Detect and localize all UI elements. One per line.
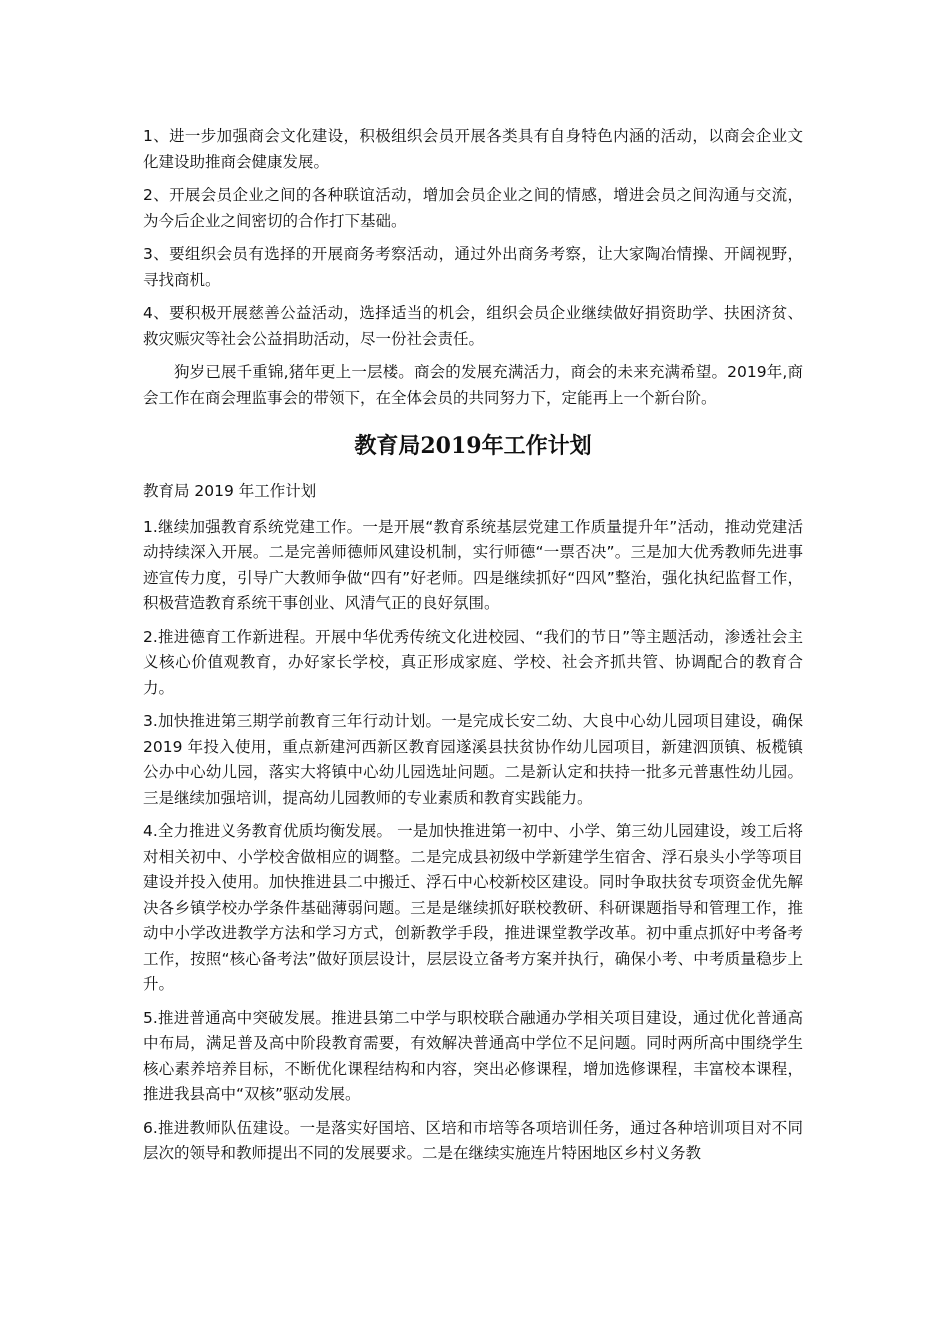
document-title: 教育局2019年工作计划: [354, 433, 592, 459]
list-item: 4、要积极开展慈善公益活动，选择适当的机会，组织会员企业继续做好捐资助学、扶困济贫、救灾赈灾等社会公益捐助活动，尽一份社会责任。: [143, 304, 803, 348]
document-subtitle: 教育局 2019 年工作计划: [143, 482, 317, 500]
list-item: 1.继续加强教育系统党建工作。一是开展“教育系统基层党建工作质量提升年”活动，推动党建活动持续深入开展。二是完善师德师风建设机制，实行师德“一票否决”。三是加大优秀教师先进事迹宣传力度，引导广大教师争做“四有”好老师。四是继续抓好“四风”整治，强化执纪监督工作，积极营造教育系统干事创业、风清气正的良好氛围。: [143, 517, 803, 612]
list-item: 3.加快推进第三期学前教育三年行动计划。一是完成长安二幼、大良中心幼儿园项目建设，确保 2019 年投入使用，重点新建河西新区教育园遂溪县扶贫协作幼儿园项目，新建泗顶镇、板榄镇公办中心幼儿园，落实大将镇中心幼儿园选址问题。二是新认定和扶持一批多元普惠性幼儿园。三是继续加强培训，提高幼儿园教师的专业素质和教育实践能力。: [143, 712, 803, 807]
list-item: 5.推进普通高中突破发展。推进县第二中学与职校联合融通办学相关项目建设，通过优化普通高中布局，满足普及高中阶段教育需要，有效解决普通高中学位不足问题。同时两所高中围绕学生核心素养培养目标，不断优化课程结构和内容，突出必修课程，增加选修课程，丰富校本课程，推进我县高中“双核”驱动发展。: [143, 1008, 803, 1103]
document-page: [143, 124, 803, 1175]
list-item: 6.推进教师队伍建设。一是落实好国培、区培和市培等各项培训任务，通过各种培训项目对不同层次的领导和教师提出不同的发展要求。二是在继续实施连片特困地区乡村义务教: [143, 1118, 803, 1162]
list-item: 3、要组织会员有选择的开展商务考察活动，通过外出商务考察，让大家陶冶情操、开阔视野，寻找商机。: [143, 245, 803, 289]
list-item: 1、进一步加强商会文化建设，积极组织会员开展各类具有自身特色内涵的活动，以商会企业文化建设助推商会健康发展。: [143, 127, 803, 171]
list-item: 2.推进德育工作新进程。开展中华优秀传统文化进校园、“我们的节日”等主题活动，渗透社会主义核心价值观教育，办好家长学校，真正形成家庭、学校、社会齐抓共管、协调配合的教育合力。: [143, 627, 803, 697]
list-item: 4.全力推进义务教育优质均衡发展。 一是加快推进第一初中、小学、第三幼儿园建设，竣工后将对相关初中、小学校舍做相应的调整。二是完成县初级中学新建学生宿舍、浮石泉头小学等项目建设并投入使用。加快推进县二中搬迁、浮石中心校新校区建设。同时争取扶贫专项资金优先解决各乡镇学校办学条件基础薄弱问题。三是是继续抓好联校教研、科研课题指导和管理工作，推动中小学改进教学方法和学习方式，创新教学手段，推进课堂教学改革。初中重点抓好中考备考工作，按照“核心备考法”做好顶层设计，层层设立备考方案并执行，确保小考、中考质量稳步上升。: [143, 822, 803, 993]
list-item: 2、开展会员企业之间的各种联谊活动，增加会员企业之间的情感，增进会员之间沟通与交流，为今后企业之间密切的合作打下基础。: [143, 186, 803, 230]
closing-paragraph: 狗岁已展千重锦,猪年更上一层楼。商会的发展充满活力，商会的未来充满希望。2019年,商会工作在商会理监事会的带领下，在全体会员的共同努力下，定能再上一个新台阶。: [143, 363, 803, 407]
